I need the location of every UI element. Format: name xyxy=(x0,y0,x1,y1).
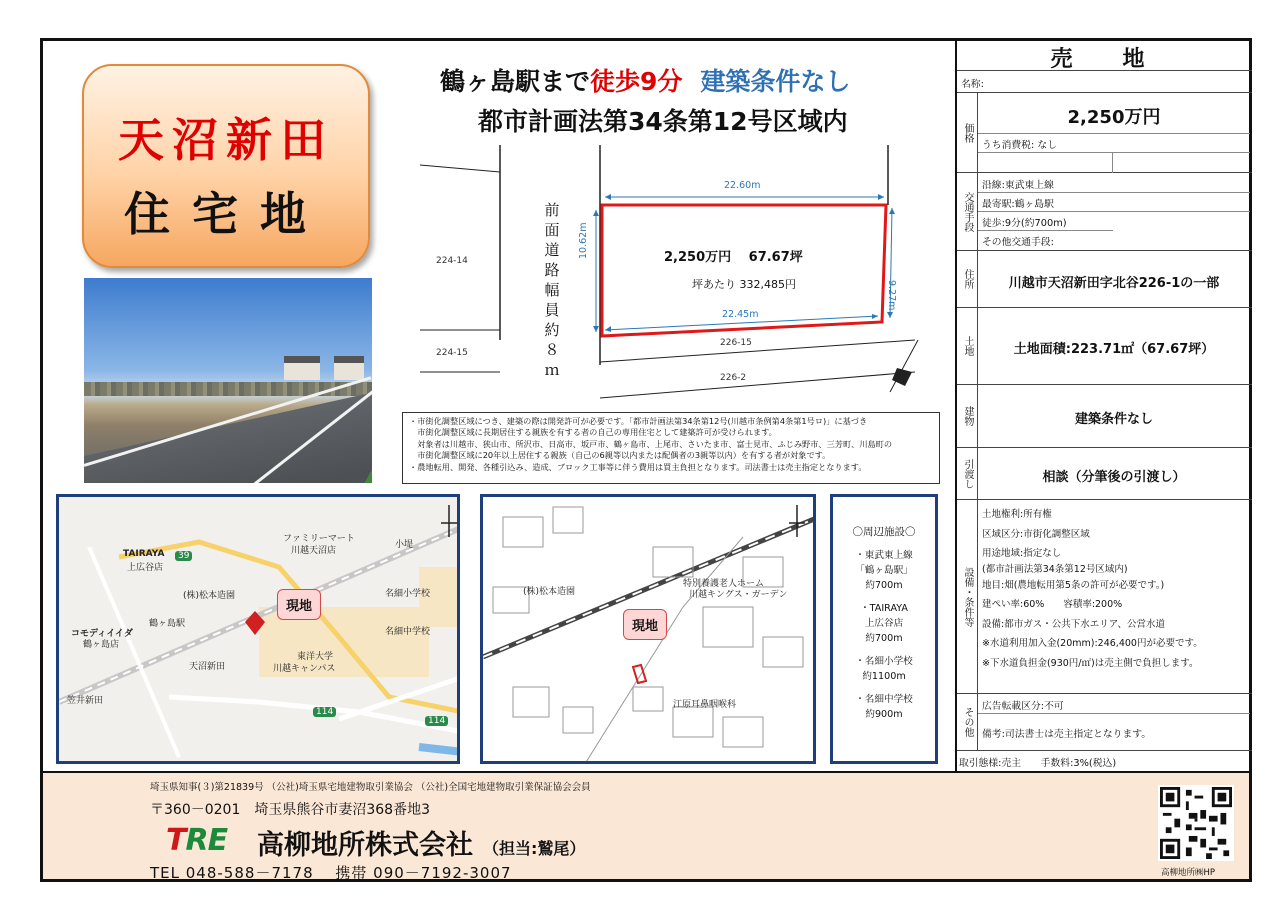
lot-number-224-15: 224-15 xyxy=(436,348,468,358)
road xyxy=(89,547,179,757)
facility-item xyxy=(833,601,935,646)
dim-top-label: 22.60m xyxy=(724,180,761,191)
photo-house xyxy=(284,356,320,380)
badge-area-name: 天沼新田 xyxy=(118,113,334,167)
lot-line xyxy=(600,340,915,362)
facility-item xyxy=(833,548,935,593)
contact-person: （担当:鷲尾） xyxy=(483,839,586,858)
facility-distance: 約1100m xyxy=(862,671,906,682)
transport-line: 沿線:東武東上線 xyxy=(978,173,1250,193)
handover-row xyxy=(957,448,1252,500)
land-row xyxy=(957,308,1252,385)
address-label: 住所 xyxy=(957,251,978,307)
company-name-block xyxy=(257,823,585,862)
dim-right-label: 9.27m xyxy=(886,280,897,311)
headline-1 xyxy=(440,62,940,98)
other-row xyxy=(957,694,1252,751)
land-label: 土地 xyxy=(957,308,978,384)
qr-caption: 高柳地所㈱HP xyxy=(1161,868,1216,878)
facility-name: ・名細小学校 xyxy=(855,656,913,667)
company-logo: TRE xyxy=(166,823,228,858)
transport-other: その他交通手段: xyxy=(982,237,1054,248)
facility-line: 地目:畑(農地転用第5条の許可が必要です。) xyxy=(982,579,1165,591)
transport-station: 最寄駅:鶴ヶ島駅 xyxy=(978,193,1250,212)
map-label: 天沼新田 xyxy=(189,662,226,672)
headline-2: 都市計画法第34条第12号区域内 xyxy=(478,107,848,136)
address-row xyxy=(957,251,1252,308)
plot-unit-price: 坪あたり 332,485円 xyxy=(692,278,796,291)
company-name: 高柳地所株式会社 xyxy=(257,830,473,861)
building-label: 建物 xyxy=(957,385,978,447)
map-label: (株)松本造園 xyxy=(183,591,236,601)
map-label: (株)松本造園 xyxy=(523,587,576,597)
map-label: 鶴ヶ島駅 xyxy=(149,619,186,629)
address-value: 川越市天沼新田字北谷226-1の一部 xyxy=(1008,276,1220,291)
plot-diagram xyxy=(400,140,940,400)
facility-line: 土地権利:所有権 xyxy=(982,509,1052,520)
route-shield: 114 xyxy=(313,707,336,717)
facility-line: 区域区分:市街化調整区域 xyxy=(982,528,1090,540)
deal-terms: 取引態様:売主 手数料:3%(税込) xyxy=(959,758,1117,769)
transport-label: 交通手段 xyxy=(957,173,978,250)
facility-line: ※水道利用加入金(20mm):246,400円が必要です。 xyxy=(982,638,1203,649)
facility-item xyxy=(833,654,935,684)
badge-type: 住宅地 xyxy=(124,187,328,241)
qr-code-icon[interactable] xyxy=(1158,785,1234,861)
map-label: 笠井新田 xyxy=(67,696,104,706)
company-address: 〒360－0201 埼玉県熊谷市妻沼368番地3 xyxy=(150,802,430,818)
table-title-row xyxy=(957,40,1252,71)
price-row xyxy=(957,93,1252,173)
note-line: ・市街化調整区域につき、建築の際は開発許可が必要です。「都市計画法第34条第12号(川越市条例第4条第1号ロ)」に基づき xyxy=(409,416,868,426)
transport-row xyxy=(957,173,1252,251)
handover-value: 相談（分筆後の引渡し） xyxy=(1042,470,1186,485)
plot-price-area: 2,250万円 67.67坪 xyxy=(664,250,803,265)
map-label: 上広谷店 xyxy=(127,563,164,573)
route-shield: 114 xyxy=(425,716,448,726)
headline-no-condition: 建築条件なし xyxy=(700,67,851,96)
phone-numbers: TEL 048-588－7178 携帯 090－7192-3007 xyxy=(150,864,512,882)
name-row xyxy=(957,71,1252,93)
ad-reprint: 広告転載区分:不可 xyxy=(978,694,1250,714)
site-marker xyxy=(633,665,646,683)
map-label: 川越キャンパス xyxy=(273,664,336,674)
facility-line: (都市計画法第34条第12号区域内) xyxy=(982,563,1128,575)
map-label: TAIRAYA xyxy=(123,549,165,559)
facility-line: ※下水道負担金(930円/㎡)は売主側で負担します。 xyxy=(982,657,1199,669)
nearby-facilities xyxy=(830,494,938,764)
lot-number-226-2: 226-2 xyxy=(720,373,747,383)
price-value: 2,250万円 xyxy=(1067,107,1161,128)
building-row xyxy=(957,385,1252,448)
map-label: 特別養護老人ホーム xyxy=(683,579,765,589)
name-label: 名称: xyxy=(961,79,984,90)
dim-bottom-label: 22.45m xyxy=(722,309,759,320)
map-label: 川越天沼店 xyxy=(291,546,337,556)
map-label: ファミリーマート xyxy=(283,534,355,544)
facility-distance: 約900m xyxy=(865,709,903,720)
facilities-list xyxy=(982,505,1203,673)
river xyxy=(419,747,460,752)
map-label: 川越キングス・ガーデン xyxy=(689,590,788,600)
facility-distance: 約700m xyxy=(865,633,903,644)
land-value: 土地面積:223.71㎡（67.67坪） xyxy=(1013,342,1215,357)
deal-row xyxy=(957,751,1252,771)
note-line: 市街化調整区域に20年以上居住する親族（自己の6親等以内または配偶者の3親等以内）を有する者が対象です。 xyxy=(409,450,831,461)
north-arrow-icon xyxy=(787,503,807,539)
map-label: 名細中学校 xyxy=(385,627,431,637)
transport-walk: 徒歩:9分(約700m) xyxy=(978,212,1113,231)
notes-box xyxy=(402,412,940,484)
north-arrow-icon xyxy=(439,503,459,539)
handover-label: 引渡し xyxy=(957,448,978,499)
area-map xyxy=(56,494,460,764)
note-line: 市街化調整区域に長期居住する親族を有する者の自己の専用住宅として建築許可が受けられます。 xyxy=(409,427,777,438)
road xyxy=(583,537,743,764)
facility-name: ・TAIRAYA xyxy=(860,603,908,614)
license-info: 埼玉県知事(３)第21839号 （公社)埼玉県宅地建物取引業協会 （公社)全国宅地建物取引業保証協会会員 xyxy=(150,782,591,793)
facility-line: 設備:都市ガス・公共下水エリア、公営水道 xyxy=(982,618,1165,630)
company-footer xyxy=(40,771,1252,882)
tax-info: うち消費税: なし xyxy=(978,133,1250,153)
dim-left-label: 10.62m xyxy=(578,222,589,259)
building-value: 建築条件なし xyxy=(1074,412,1153,427)
lot-line xyxy=(600,372,915,398)
facilities-row xyxy=(957,500,1252,694)
facility-distance: 約700m xyxy=(865,580,903,591)
facility-item xyxy=(833,692,935,722)
remarks: 備考:司法書士は売主指定となります。 xyxy=(982,729,1152,740)
map-label: 江原耳鼻咽喉科 xyxy=(673,700,737,710)
site-photo xyxy=(84,278,372,483)
other-label: その他 xyxy=(957,694,978,750)
photo-road xyxy=(84,390,372,483)
map-label: 鶴ヶ島店 xyxy=(83,640,120,650)
detail-map xyxy=(480,494,816,764)
facility-name: 上広谷店 xyxy=(864,618,904,629)
price-label: 価格 xyxy=(957,93,978,172)
note-line: ・農地転用、開発、各種引込み、造成、ブロック工事等に伴う費用は買主負担となります。司法書士は売主指定となります。 xyxy=(409,461,867,472)
map-label: コモディイイダ xyxy=(71,629,133,639)
facility-line: 用途地域:指定なし xyxy=(982,548,1062,559)
map-label: 名細小学校 xyxy=(385,589,431,599)
facilities-label: 設備・条件等 xyxy=(957,500,978,693)
headline-walk: 徒歩9分 xyxy=(590,67,683,96)
lot-line xyxy=(420,165,500,172)
facility-name: ・名細中学校 xyxy=(855,694,913,705)
facility-line: 建ぺい率:60% 容積率:200% xyxy=(982,599,1123,610)
headline-station: 鶴ヶ島駅まで xyxy=(440,67,591,96)
title-badge xyxy=(82,64,370,268)
road-width-label: 前面道路幅員約８ｍ xyxy=(544,201,560,379)
lot-number-224-14: 224-14 xyxy=(436,256,468,266)
property-table xyxy=(955,40,1250,771)
road xyxy=(339,677,460,719)
map-label: 東洋大学 xyxy=(297,652,334,662)
note-line: 対象者は川越市、狭山市、所沢市、日高市、坂戸市、鶴ヶ島市、上尾市、さいたま市、富士見市、ふじみ野市、三芳町、川島町の xyxy=(409,438,893,449)
photo-house xyxy=(334,356,364,380)
route-shield: 39 xyxy=(175,551,192,561)
facilities-header: 〇周辺施設〇 xyxy=(852,526,916,538)
facility-name: 「鶴ヶ島駅」 xyxy=(855,565,913,576)
lot-number-226-15: 226-15 xyxy=(720,338,752,348)
cell-divider xyxy=(1112,153,1113,173)
site-pin-label: 現地 xyxy=(623,609,667,640)
map-label: 小堤 xyxy=(395,540,414,550)
price-empty-cell xyxy=(978,153,1250,173)
site-pin-label: 現地 xyxy=(277,589,321,620)
table-title: 売 地 xyxy=(1050,47,1159,72)
facility-name: ・東武東上線 xyxy=(855,550,913,561)
